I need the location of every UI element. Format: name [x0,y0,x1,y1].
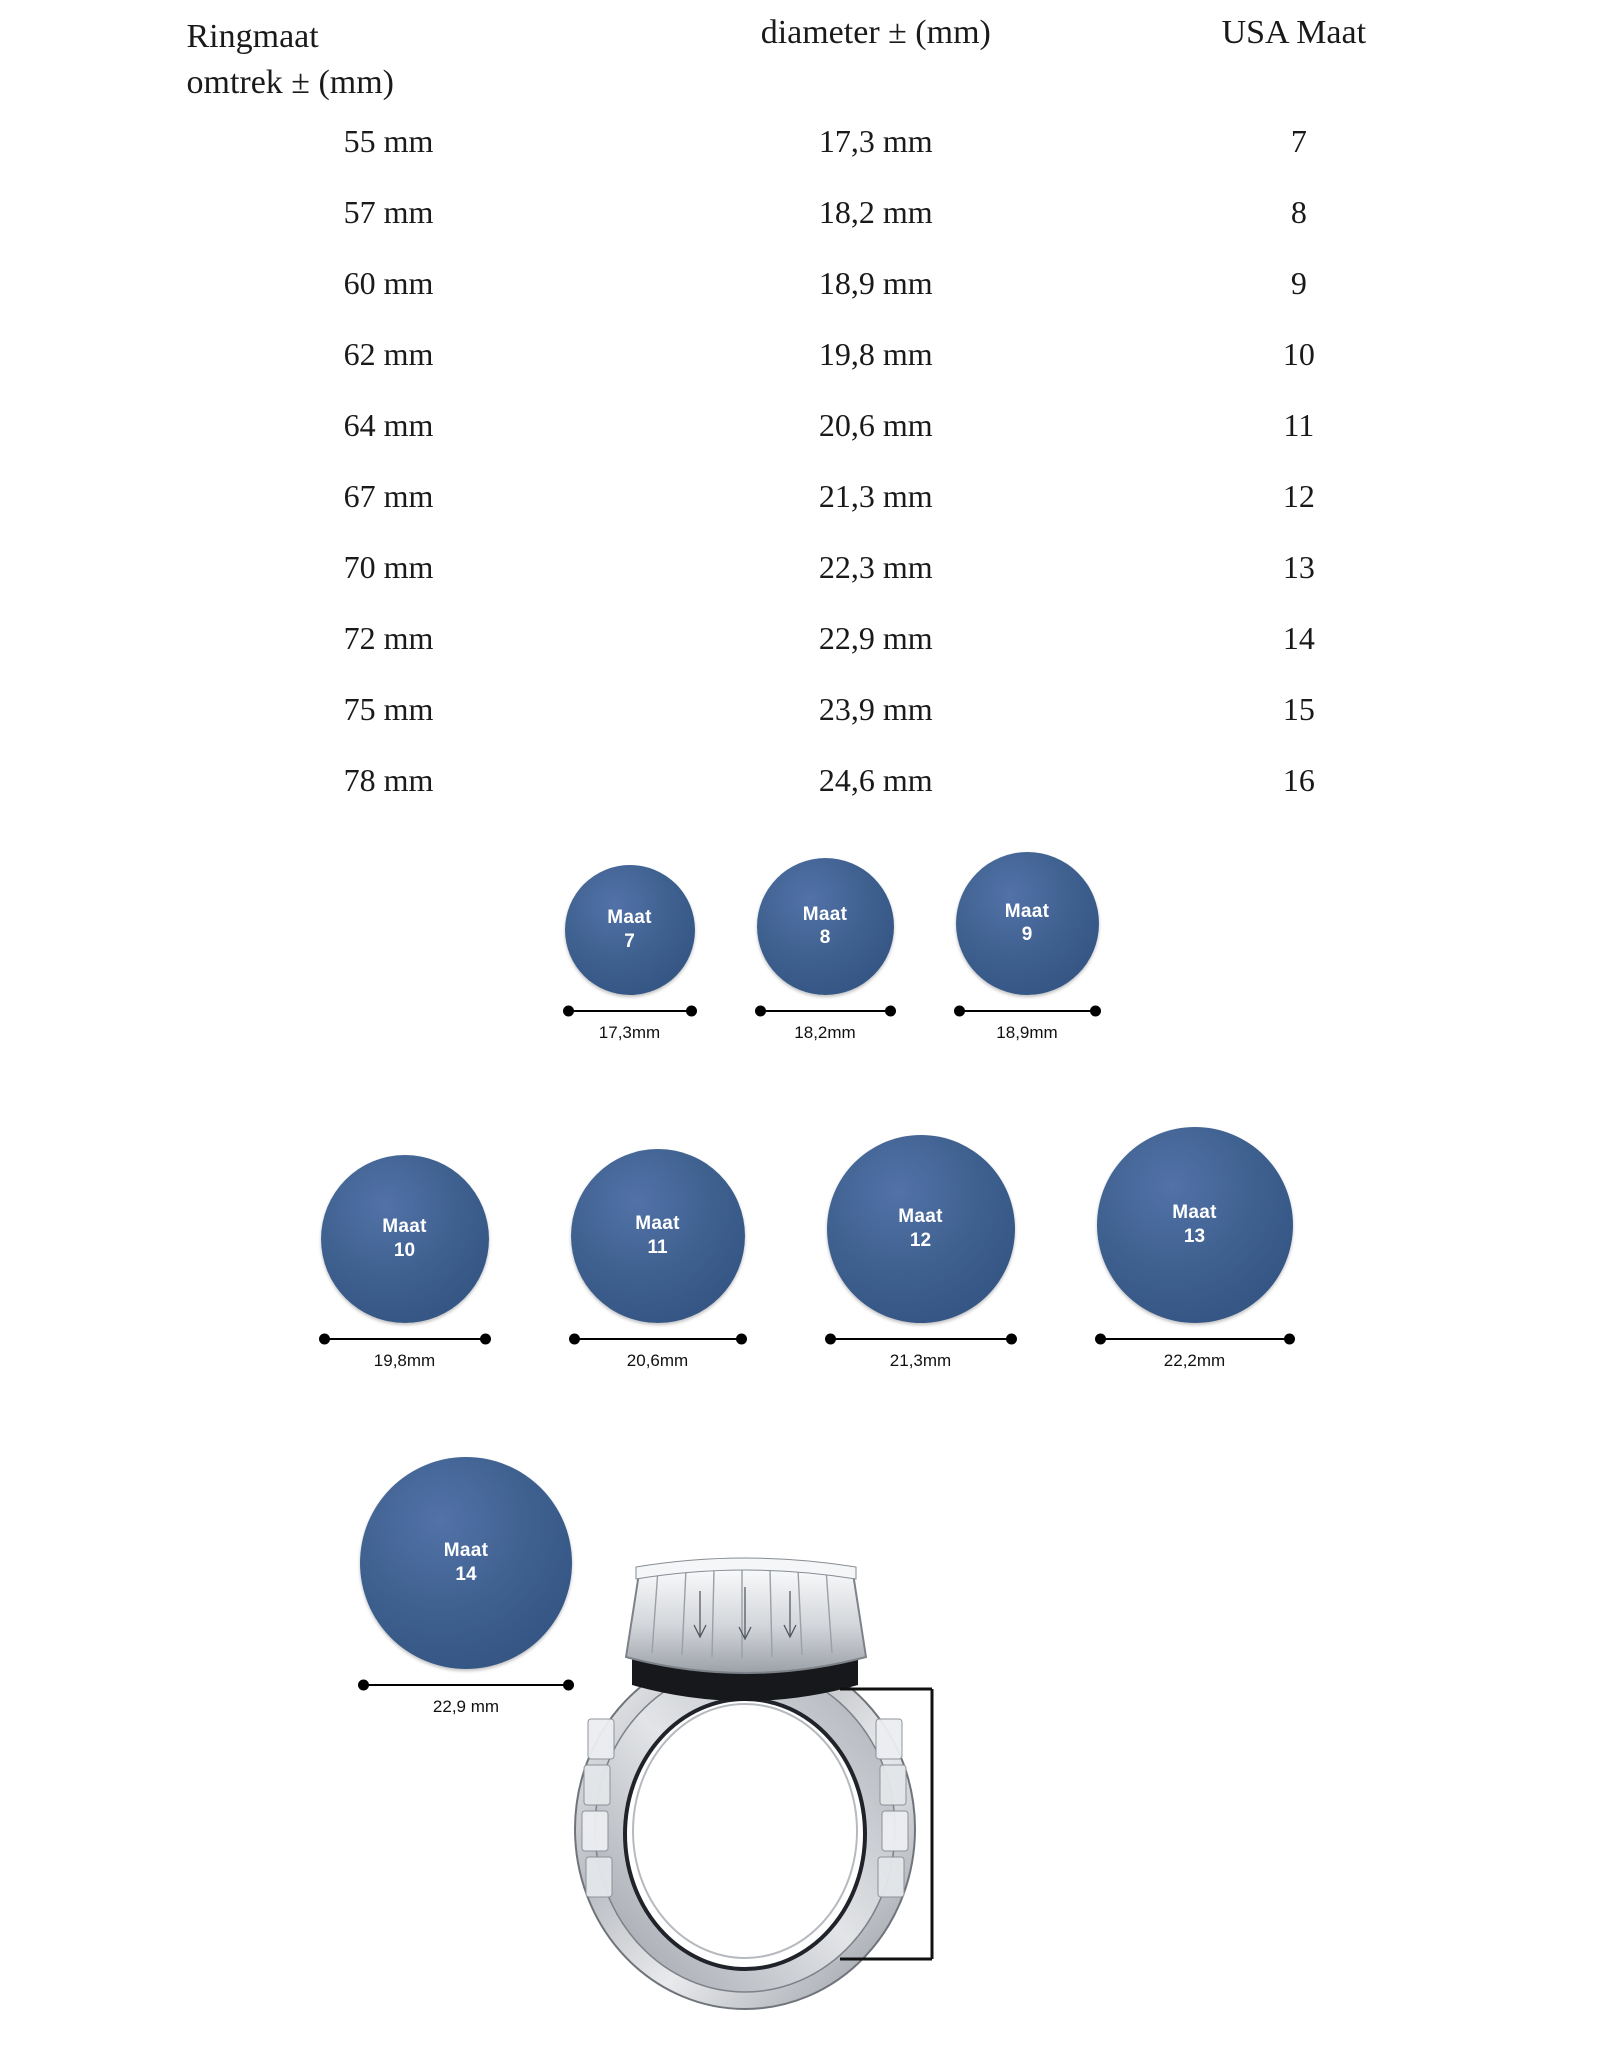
measure-endpoint-left-icon [954,1005,965,1016]
size-circle-label: Maat [898,1206,943,1228]
measure-bar [827,1333,1015,1345]
cell-usa-size: 15 [1282,690,1315,727]
measure-endpoint-right-icon [1006,1333,1017,1344]
measure-endpoint-right-icon [1284,1333,1295,1344]
size-circle-label: Maat [443,1540,489,1562]
size-circle-item-7 [565,865,695,1043]
cell-diameter: 24,6 mm [818,761,933,798]
measure-label: 19,8mm [373,1350,436,1370]
ring-side-view-illustration [540,1539,1000,2039]
measure-bar [757,1005,894,1017]
size-circle-item-12 [827,1135,1015,1371]
table-row [157,461,1447,532]
measure-endpoint-left-icon [825,1333,836,1344]
column-header-diameter: diameter ± (mm) [760,14,991,51]
measure-line [1097,1338,1293,1340]
size-circle-item-10 [321,1155,489,1371]
measure-9 [956,1005,1099,1043]
measure-bar [1097,1333,1293,1345]
size-circle-11 [571,1149,745,1323]
measure-endpoint-left-icon [569,1333,580,1344]
column-header-circumference [157,14,601,106]
cell-usa-size: 13 [1282,548,1315,585]
cell-usa-size: 7 [1290,122,1307,159]
cell-diameter: 21,3 mm [818,477,933,514]
size-circle-item-9 [956,852,1099,1043]
cell-usa-size: 10 [1282,335,1315,372]
cell-circumference: 64 mm [343,406,434,443]
cell-usa-size: 12 [1282,477,1315,514]
measure-bar [565,1005,695,1017]
measure-label: 20,6mm [626,1350,689,1370]
measure-label: 22,2mm [1163,1350,1226,1370]
measure-8 [757,1005,894,1043]
cell-diameter: 19,8 mm [818,335,933,372]
measure-line [571,1338,745,1340]
measure-endpoint-right-icon [885,1005,896,1016]
cell-diameter: 18,2 mm [818,193,933,230]
measure-endpoint-left-icon [563,1005,574,1016]
cell-circumference: 57 mm [343,193,434,230]
cell-usa-size: 8 [1290,193,1307,230]
cell-diameter: 17,3 mm [818,122,933,159]
size-circle-label: Maat [607,907,652,929]
cell-circumference: 55 mm [343,122,434,159]
table-head [157,14,1447,106]
size-circle-item-11 [571,1149,745,1371]
ring-photo [540,1539,1000,2039]
table-row [157,390,1447,461]
size-circle-item-8 [757,858,894,1043]
measure-11 [571,1333,745,1371]
size-circle-value: 13 [1183,1225,1206,1247]
cell-circumference: 62 mm [343,335,434,372]
size-circle-value: 14 [455,1563,477,1585]
cell-circumference: 70 mm [343,548,434,585]
table-row [157,603,1447,674]
cell-diameter: 22,9 mm [818,619,933,656]
cell-circumference: 78 mm [343,761,434,798]
size-circle-10 [321,1155,489,1323]
size-circle-label: Maat [635,1213,680,1235]
measure-line [827,1338,1015,1340]
measure-label: 17,3mm [598,1022,661,1042]
table-row [157,177,1447,248]
column-header-circumference-line1: Ringmaat [186,18,319,55]
measure-10 [321,1333,489,1371]
measure-bar [956,1005,1099,1017]
cell-usa-size: 11 [1283,406,1315,443]
cell-circumference: 75 mm [343,690,434,727]
measure-endpoint-left-icon [358,1679,369,1690]
measure-endpoint-right-icon [480,1333,491,1344]
table-header-row [157,14,1447,106]
size-circle-12 [827,1135,1015,1323]
size-circle-label: Maat [382,1216,427,1238]
size-circles-row-2 [120,1127,1483,1371]
measure-label: 22,9 mm [432,1696,500,1716]
measure-endpoint-left-icon [755,1005,766,1016]
measure-endpoint-right-icon [686,1005,697,1016]
cell-usa-size: 14 [1282,619,1315,656]
size-circle-9 [956,852,1099,995]
measure-endpoint-left-icon [1095,1333,1106,1344]
size-circle-item-13 [1097,1127,1293,1371]
size-circle-value: 12 [909,1229,932,1251]
measure-endpoint-left-icon [319,1333,330,1344]
cell-diameter: 20,6 mm [818,406,933,443]
measure-endpoint-right-icon [736,1333,747,1344]
measure-bar [571,1333,745,1345]
size-circle-7 [565,865,695,995]
measure-line [956,1010,1099,1012]
size-circle-label: Maat [802,903,848,925]
table-row [157,674,1447,745]
size-circle-value: 9 [1021,924,1033,946]
cell-diameter: 23,9 mm [818,690,933,727]
size-circle-8 [757,858,894,995]
measure-label: 18,9mm [996,1022,1058,1042]
cell-circumference: 60 mm [343,264,434,301]
ring-size-table [157,14,1447,816]
size-circle-value: 10 [393,1239,416,1261]
size-circle-label: Maat [1172,1202,1217,1224]
table-body [157,106,1447,816]
cell-diameter: 18,9 mm [818,264,933,301]
cell-circumference: 72 mm [343,619,434,656]
column-header-circumference-line2: omtrek ± (mm) [186,63,395,101]
table-row [157,319,1447,390]
measure-label: 21,3mm [889,1350,952,1370]
ring-size-chart-page [0,14,1603,2062]
cell-diameter: 22,3 mm [818,548,933,585]
size-circle-value: 8 [819,927,831,949]
measure-13 [1097,1333,1293,1371]
measure-7 [565,1005,695,1043]
size-circle-label: Maat [1004,900,1050,922]
size-circle-13 [1097,1127,1293,1323]
measure-label: 18,2mm [794,1022,856,1042]
column-header-usa-size: USA Maat [1221,14,1367,51]
cell-usa-size: 9 [1290,264,1307,301]
size-circle-value: 11 [647,1236,668,1258]
table-row [157,745,1447,816]
size-circle-value: 7 [624,930,635,952]
size-circles-row-1 [120,852,1483,1043]
table-row [157,106,1447,177]
table-row [157,248,1447,319]
measure-line [757,1010,894,1012]
measure-12 [827,1333,1015,1371]
measure-bar [321,1333,489,1345]
measure-line [321,1338,489,1340]
measure-line [565,1010,695,1012]
measure-endpoint-right-icon [1090,1005,1101,1016]
cell-usa-size: 16 [1282,761,1315,798]
cell-circumference: 67 mm [343,477,434,514]
table-row [157,532,1447,603]
